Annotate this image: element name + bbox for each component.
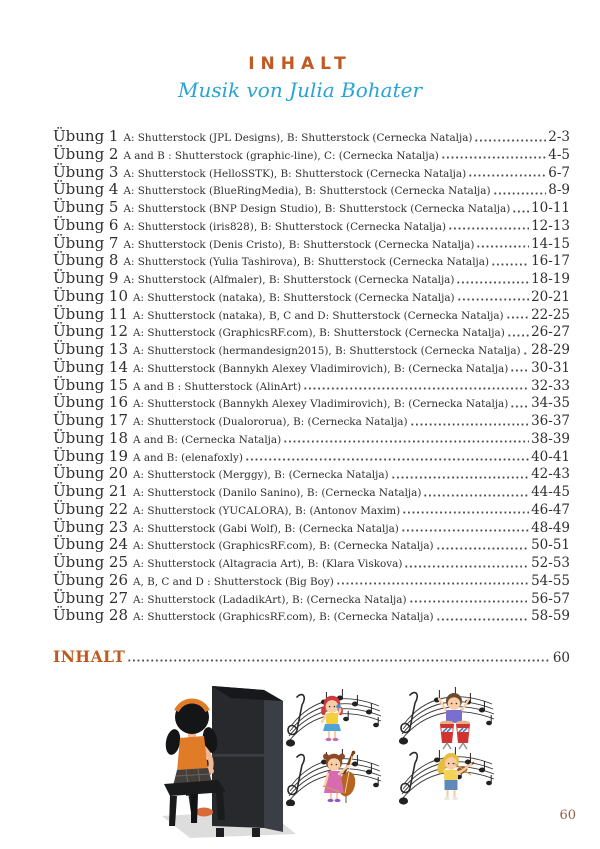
child-cellist [323, 751, 357, 803]
toc-entry-leader-dots [409, 590, 530, 608]
toc-entry-leader-dots [402, 501, 529, 519]
toc-entry-pages: 28-29 [531, 342, 570, 358]
toc-entry [53, 359, 570, 377]
toc-entry-pages: 12-13 [531, 217, 570, 234]
toc-entry [53, 430, 570, 448]
toc-entry-credit: A: Shutterstock (Denis Cristo), B: Shutterstock (Cernecka Natalja) [123, 238, 475, 251]
toc-entry-leader-dots [391, 465, 529, 483]
toc-entry-credit: A: Shutterstock (Bannykh Alexey Vladimirovich), B: (Cernecka Natalja) [133, 398, 509, 411]
toc-inhalt-label: INHALT [53, 647, 126, 666]
toc-entry-leader-dots [507, 323, 529, 341]
toc-entry-pages: 50-51 [531, 537, 570, 554]
toc-entry-leader-dots [336, 572, 529, 590]
page-subtitle: Musik von Julia Bohater [177, 78, 423, 102]
toc-entry [53, 288, 570, 306]
toc-entry-pages: 58-59 [531, 608, 570, 625]
toc-entry-pages: 34-35 [531, 395, 570, 412]
toc-entry-credit: A: Shutterstock (hermandesign2015), B: Shutterstock (Cernecka Natalja) [133, 345, 521, 357]
toc-entry-pages: 56-57 [531, 590, 570, 607]
toc-entry-label: Übung 14 [53, 357, 129, 376]
toc-entry-credit: A: Shutterstock (HelloSSTK), B: Shutterstock (Cernecka Natalja) [123, 167, 467, 180]
toc-list [53, 128, 570, 625]
toc-entry [53, 252, 570, 270]
toc-entry-leader-dots [468, 164, 546, 182]
toc-entry-pages: 30-31 [531, 359, 570, 376]
toc-entry-label: Übung 26 [53, 570, 129, 589]
toc-entry-credit: A: Shutterstock (Altagracia Art), B: (Klara Viskova) [133, 558, 403, 570]
toc-entry-pages: 6-7 [548, 164, 570, 181]
toc-entry [53, 306, 570, 324]
toc-entry [53, 607, 570, 625]
toc-entry-pages: 32-33 [531, 377, 570, 394]
toc-entry-pages: 2-3 [548, 129, 570, 145]
toc-entry-pages: 44-45 [531, 484, 570, 500]
toc-entry-leader-dots [448, 217, 529, 235]
toc-entry-credit: A and B: (Cernecka Natalja) [133, 433, 282, 446]
toc-entry-label: Übung 4 [53, 180, 119, 199]
toc-entry-leader-dots [456, 270, 529, 288]
toc-entry-label: Übung 3 [53, 162, 119, 181]
page-header [0, 0, 600, 103]
toc-entry-pages: 20-21 [531, 288, 570, 305]
toc-entry-credit: A: Shutterstock (Alfmaler), B: Shutterstock (Cernecka Natalja) [123, 274, 455, 286]
toc-entry [53, 270, 570, 288]
toc-inhalt-pages: 60 [552, 650, 570, 666]
toc-entry-credit: A: Shutterstock (GraphicsRF.com), B: (Cernecka Natalja) [133, 540, 434, 553]
toc-entry-leader-dots [491, 252, 529, 270]
toc-entry [53, 394, 570, 412]
page-title: INHALT [248, 54, 352, 74]
toc-entry-pages: 14-15 [531, 235, 570, 252]
toc-entry-credit: A: Shutterstock (Gabi Wolf), B: (Cernecka Natalja) [133, 522, 399, 535]
toc-entry-credit: A and B : Shutterstock (AlinArt) [133, 380, 302, 393]
toc-entry-credit: A: Shutterstock (nataka), B: Shutterstock (Cernecka Natalja) [133, 291, 455, 304]
toc-entry-label: Übung 17 [53, 411, 129, 429]
toc-entry-leader-dots [493, 181, 547, 199]
toc-entry-credit: A: Shutterstock (BNP Design Studio), B: Shutterstock (Cernecka Natalja) [123, 203, 511, 215]
children-musicians-illustration [282, 686, 502, 806]
toc-entry-label: Übung 11 [53, 304, 129, 323]
toc-entry [53, 519, 570, 537]
toc-entry [53, 377, 570, 395]
toc-inhalt-row [53, 647, 570, 666]
toc-entry-pages: 16-17 [531, 253, 570, 270]
toc-entry-leader-dots [476, 235, 529, 253]
toc-entry-leader-dots [404, 554, 529, 572]
toc-entry-leader-dots [436, 536, 529, 554]
illustration-band [0, 678, 600, 843]
toc-entry-leader-dots [436, 607, 529, 625]
toc-entry-leader-dots [474, 128, 546, 146]
toc-entry-credit: A: Shutterstock (Bannykh Alexey Vladimirovich), B: (Cernecka Natalja) [133, 362, 509, 375]
toc-entry-leader-dots [510, 394, 529, 412]
footer-page-number: 60 [559, 808, 576, 823]
toc-entry-pages: 36-37 [531, 413, 570, 429]
toc-entry [53, 483, 570, 501]
toc-entry [53, 217, 570, 235]
toc-entry-label: Übung 24 [53, 535, 129, 554]
toc-entry-pages: 10-11 [531, 200, 570, 216]
toc-entry-credit: A: Shutterstock (nataka), B, C and D: Shutterstock (Cernecka Natalja) [133, 309, 504, 322]
toc-entry-pages: 54-55 [531, 572, 570, 589]
toc-entry-credit: A: Shutterstock (Danilo Sanino), B: (Cernecka Natalja) [133, 487, 422, 499]
toc-entry-leader-dots [283, 430, 529, 448]
toc-entry-label: Übung 1 [53, 127, 119, 145]
child-singer [321, 696, 343, 741]
toc-entry-label: Übung 21 [53, 482, 129, 500]
toc-entry [53, 323, 570, 341]
toc-entry-leader-dots [303, 377, 529, 395]
toc-entry-leader-dots [441, 146, 546, 164]
toc-entry-pages: 52-53 [531, 555, 570, 571]
toc-entry-label: Übung 18 [53, 428, 129, 447]
toc-entry-label: Übung 6 [53, 215, 119, 234]
toc-entry-credit: A: Shutterstock (BlueRingMedia), B: Shutterstock (Cernecka Natalja) [123, 185, 491, 198]
toc-entry-label: Übung 27 [53, 588, 129, 607]
toc-entry-credit: A: Shutterstock (Merggy), B: (Cernecka Natalja) [133, 469, 389, 482]
toc-entry-pages: 46-47 [531, 501, 570, 518]
toc-entry [53, 536, 570, 554]
toc-entry-label: Übung 8 [53, 251, 119, 270]
toc-entry-credit: A and B : Shutterstock (graphic-line), C: (Cernecka Natalja) [123, 149, 439, 162]
toc-entry-label: Übung 23 [53, 517, 129, 536]
toc-entry-label: Übung 10 [53, 286, 129, 305]
toc-entry-pages: 42-43 [531, 466, 570, 483]
toc-entry-credit: A: Shutterstock (Yulia Tashirova), B: Shutterstock (Cernecka Natalja) [123, 256, 490, 269]
table-of-contents [53, 128, 570, 666]
toc-entry-label: Übung 16 [53, 393, 129, 412]
toc-entry [53, 572, 570, 590]
toc-entry [53, 146, 570, 164]
toc-entry-credit: A: Shutterstock (GraphicsRF.com), B: (Cernecka Natalja) [133, 611, 434, 624]
toc-entry-label: Übung 5 [53, 198, 119, 216]
toc-entry-pages: 38-39 [531, 430, 570, 447]
toc-entry-credit: A: Shutterstock (GraphicsRF.com), B: Shutterstock (Cernecka Natalja) [133, 327, 505, 340]
toc-entry-label: Übung 25 [53, 553, 129, 571]
toc-entry-credit: A: Shutterstock (iris828), B: Shutterstock (Cernecka Natalja) [123, 220, 447, 233]
toc-entry [53, 341, 570, 359]
toc-entry-pages: 26-27 [531, 324, 570, 341]
toc-entry [53, 199, 570, 217]
toc-entry-credit: A: Shutterstock (LadadikArt), B: (Cernecka Natalja) [133, 593, 407, 606]
toc-entry [53, 590, 570, 608]
toc-entry-pages: 8-9 [548, 182, 570, 199]
toc-entry-pages: 40-41 [531, 448, 570, 465]
toc-entry-label: Übung 22 [53, 499, 129, 518]
toc-inhalt-leader-dots [127, 647, 551, 666]
toc-entry-pages: 48-49 [531, 519, 570, 536]
toc-entry-label: Übung 9 [53, 269, 119, 287]
toc-entry-credit: A: Shutterstock (YUCALORA), B: (Antonov Maxim) [133, 504, 401, 517]
toc-entry-label: Übung 2 [53, 144, 119, 163]
toc-entry-credit: A and B: (elenafoxly) [133, 451, 243, 464]
toc-entry-leader-dots [401, 519, 529, 537]
toc-entry-label: Übung 19 [53, 446, 129, 465]
toc-entry-leader-dots [410, 412, 530, 430]
toc-entry [53, 235, 570, 253]
toc-entry-label: Übung 13 [53, 340, 129, 358]
toc-entry-leader-dots [506, 306, 529, 324]
toc-entry-leader-dots [510, 359, 529, 377]
toc-entry-label: Übung 12 [53, 322, 129, 341]
toc-entry [53, 128, 570, 146]
toc-entry-leader-dots [512, 199, 529, 217]
toc-entry [53, 448, 570, 466]
toc-entry-leader-dots [457, 288, 530, 306]
toc-entry [53, 412, 570, 430]
toc-entry-pages: 22-25 [531, 306, 570, 323]
toc-entry-credit: A, B, C and D : Shutterstock (Big Boy) [133, 575, 334, 588]
toc-entry-label: Übung 7 [53, 233, 119, 252]
toc-entry-label: Übung 20 [53, 464, 129, 483]
toc-entry-label: Übung 15 [53, 375, 129, 394]
toc-entry-label: Übung 28 [53, 606, 129, 625]
toc-entry-leader-dots [245, 448, 529, 466]
toc-entry-credit: A: Shutterstock (JPL Designs), B: Shutterstock (Cernecka Natalja) [123, 132, 473, 144]
toc-entry [53, 465, 570, 483]
toc-entry [53, 501, 570, 519]
toc-entry-pages: 18-19 [531, 271, 570, 287]
toc-entry-pages: 4-5 [548, 146, 570, 163]
toc-entry-leader-dots [523, 341, 529, 359]
toc-entry-leader-dots [423, 483, 529, 501]
toc-entry-credit: A: Shutterstock (Dualororua), B: (Cernecka Natalja) [133, 416, 408, 428]
toc-entry [53, 164, 570, 182]
toc-entry [53, 181, 570, 199]
piano-illustration [146, 680, 298, 840]
toc-entry [53, 554, 570, 572]
